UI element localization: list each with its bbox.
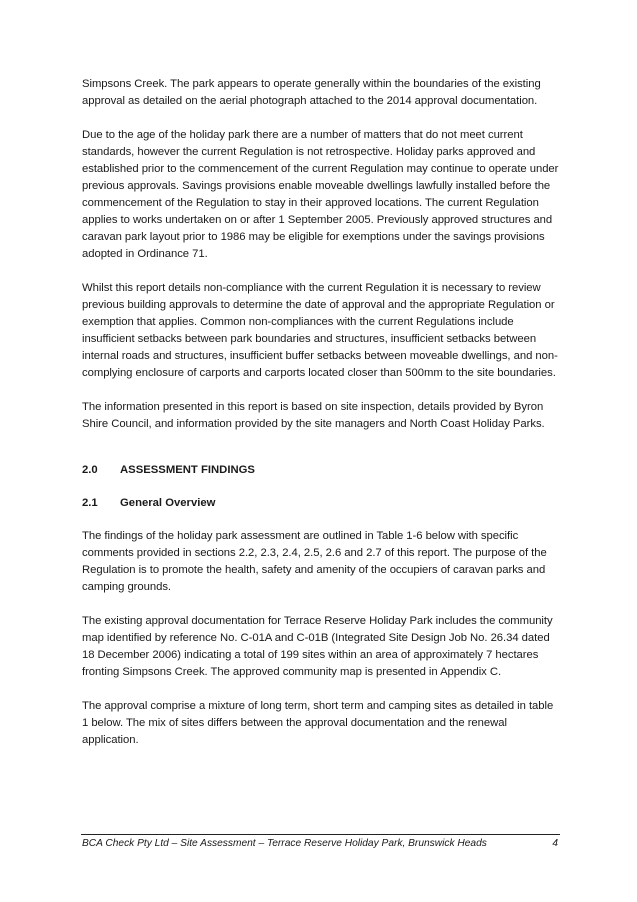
page-footer — [82, 837, 558, 851]
document-body — [82, 76, 560, 766]
paragraph: Whilst this report details non-compliance with the current Regulation it is necessary to review previous building approvals to determine the date of approval and the appropriate Regulation or exemption that applies. Common non-compliances with the current Regulations include insufficient setbacks between park boundaries and structures, insufficient setbacks between internal roads and structures, insufficient buffer setbacks between moveable dwellings, and non-complying enclosure of carports and carports located closer than 500mm to the site boundaries. — [82, 282, 558, 379]
page-number: 4 — [552, 838, 558, 849]
section-spacer — [82, 450, 560, 462]
paragraph: The approval comprise a mixture of long term, short term and camping sites as detailed in table 1 below. The mix of sites differs between the approval documentation and the renewal application. — [82, 700, 554, 746]
footer-divider — [81, 834, 560, 835]
paragraph: The existing approval documentation for Terrace Reserve Holiday Park includes the community map identified by reference No. C-01A and C-01B (Integrated Site Design Job No. 26.34 dated 18 December 2006) indicating a total of 199 sites within an area of approximately 7 hectares fronting Simpsons Creek. The approved community map is presented in Appendix C. — [82, 615, 553, 678]
paragraph: The findings of the holiday park assessment are outlined in Table 1-6 below with specific comments provided in sections 2.2, 2.3, 2.4, 2.5, 2.6 and 2.7 of this report. The purpose of the Regulation is to promote the health, safety and amenity of the occupiers of caravan parks and camping grounds. — [82, 530, 547, 593]
footer-text: BCA Check Pty Ltd – Site Assessment – Terrace Reserve Holiday Park, Brunswick Heads — [82, 838, 487, 849]
section-heading-2-1 — [82, 495, 560, 512]
paragraph: Due to the age of the holiday park there are a number of matters that do not meet current standards, however the current Regulation is not retrospective. Holiday parks approved and established prior to the commencement of the current Regulation may continue to operate under previous approvals. Savings provisions enable moveable dwellings lawfully installed before the commencement of the Regulation to stay in their approved locations. The current Regulation applies to works undertaken on or after 1 September 2005. Previously approved structures and caravan park layout prior to 1986 may be eligible for exemptions under the savings provisions adopted in Ordinance 71. — [82, 129, 559, 260]
paragraph: Simpsons Creek. The park appears to operate generally within the boundaries of the existing approval as detailed on the aerial photograph attached to the 2014 approval documentation. — [82, 78, 541, 107]
paragraph: The information presented in this report is based on site inspection, details provided by Byron Shire Council, and information provided by the site managers and North Coast Holiday Parks. — [82, 401, 545, 430]
section-heading-2-0 — [82, 462, 560, 479]
section-number: 2.0 — [82, 464, 98, 476]
section-number: 2.1 — [82, 497, 98, 509]
section-title: General Overview — [120, 497, 216, 509]
section-title: ASSESSMENT FINDINGS — [120, 464, 255, 476]
